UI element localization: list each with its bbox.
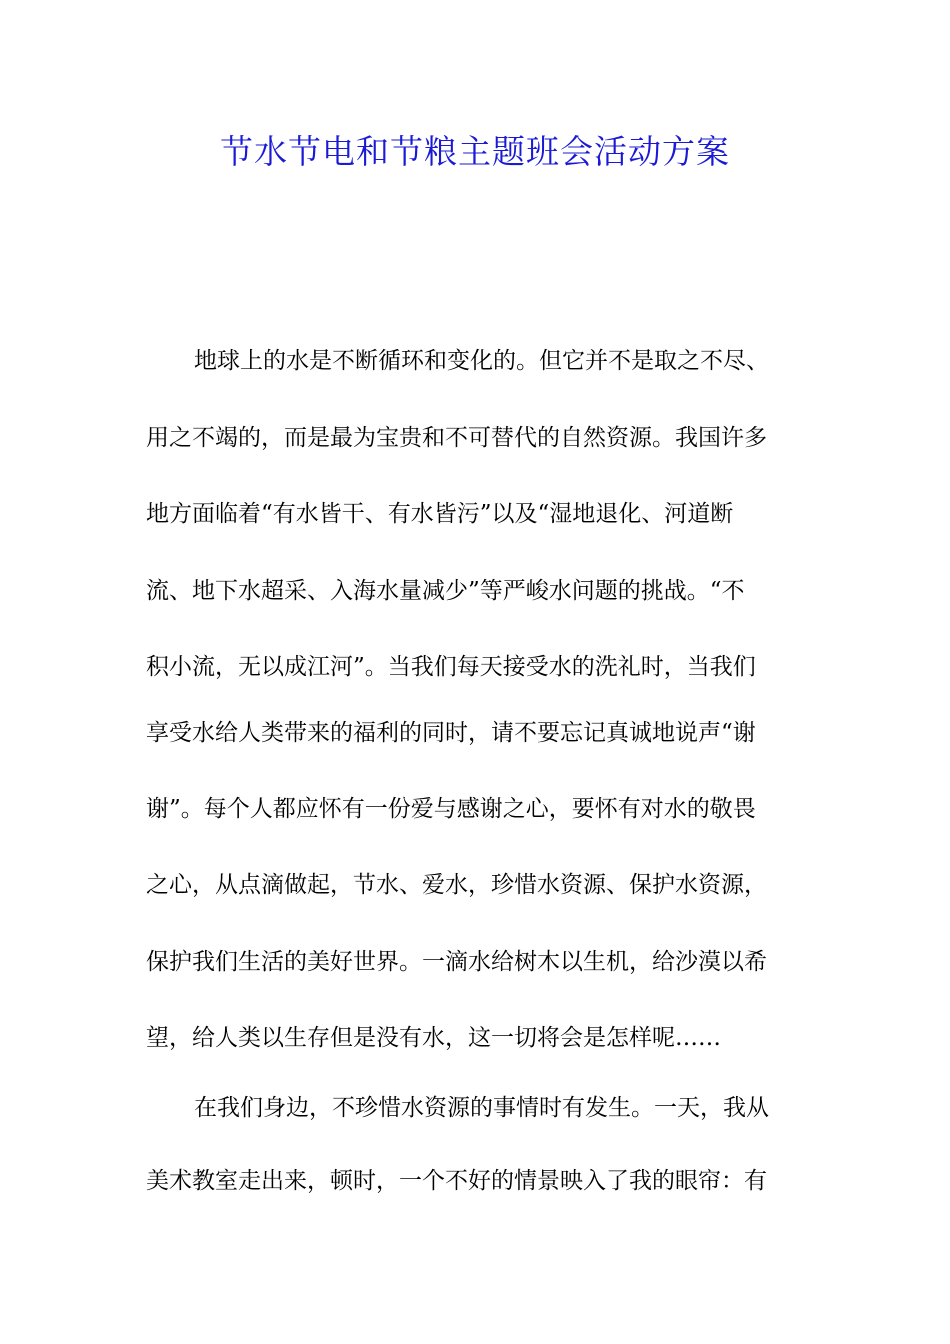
paragraph-line: 积小流，无以成江河”。当我们每天接受水的洗礼时，当我们 bbox=[146, 654, 756, 680]
paragraph-line: 地球上的水是不断循环和变化的。但它并不是取之不尽、 bbox=[194, 348, 769, 374]
paragraph-line: 保护我们生活的美好世界。一滴水给树木以生机，给沙漠以希 bbox=[146, 949, 767, 975]
paragraph-line: 流、地下水超采、入海水量减少”等严峻水问题的挑战。“不 bbox=[146, 578, 745, 604]
paragraph-line: 之心，从点滴做起，节水、爱水，珍惜水资源、保护水资源， bbox=[146, 872, 767, 898]
paragraph-line: 享受水给人类带来的福利的同时，请不要忘记真诚地说声“谢 bbox=[146, 720, 756, 746]
paragraph-line: 地方面临着“有水皆干、有水皆污”以及“湿地退化、河道断 bbox=[146, 501, 734, 527]
paragraph-line: 谢”。每个人都应怀有一份爱与感谢之心，要怀有对水的敬畏 bbox=[146, 796, 756, 822]
paragraph-line: 美术教室走出来，顿时，一个不好的情景映入了我的眼帘：有 bbox=[146, 1168, 767, 1194]
paragraph-line: 望，给人类以生存但是没有水，这一切将会是怎样呢…… bbox=[146, 1025, 721, 1051]
paragraph-line: 在我们身边，不珍惜水资源的事情时有发生。一天，我从 bbox=[194, 1095, 769, 1121]
paragraph-line: 用之不竭的，而是最为宝贵和不可替代的自然资源。我国许多 bbox=[146, 425, 767, 451]
document-title: 节水节电和节粮主题班会活动方案 bbox=[220, 132, 730, 171]
